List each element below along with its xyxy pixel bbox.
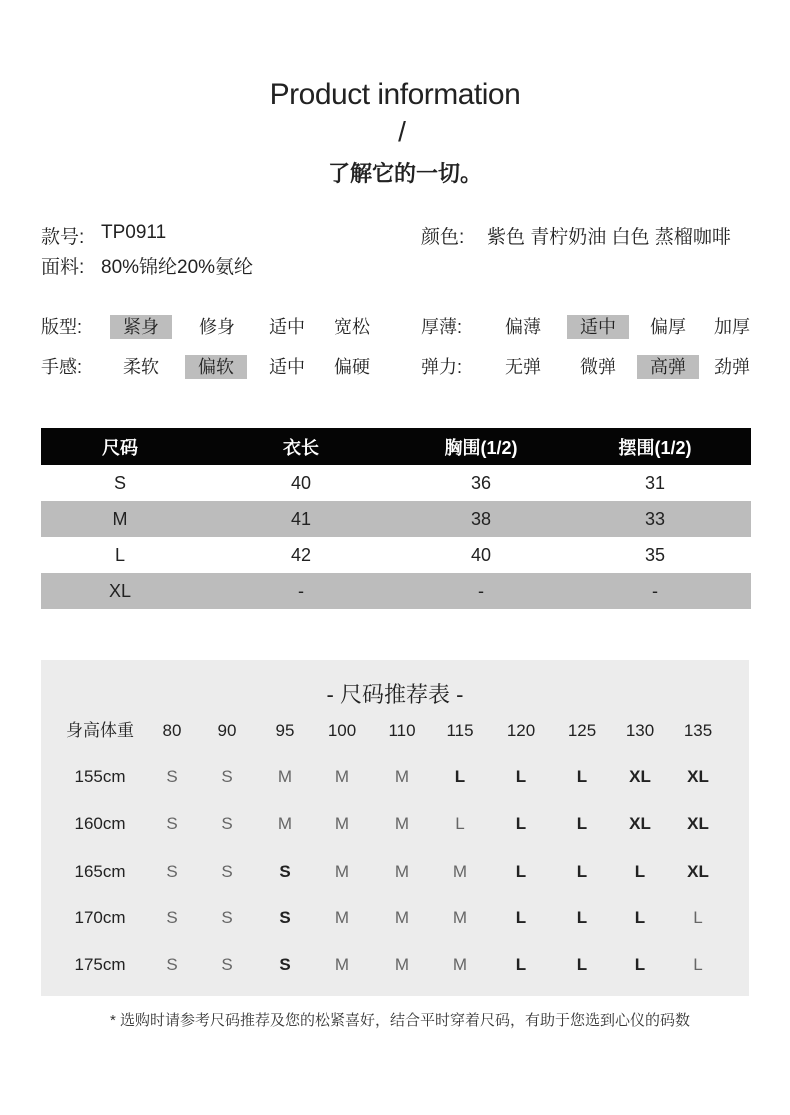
- size-cell: M: [334, 908, 350, 927]
- fit-option: 适中: [269, 317, 305, 337]
- table-cell: XL: [41, 573, 199, 609]
- size-cell: M: [452, 908, 468, 927]
- weight-header: 115: [446, 721, 474, 740]
- size-cell: L: [454, 767, 466, 786]
- style-number-label: 款号:: [41, 227, 85, 248]
- height-label: 155cm: [74, 767, 126, 786]
- size-cell: S: [221, 814, 233, 833]
- title-divider: /: [398, 116, 406, 147]
- size-cell: L: [634, 908, 646, 927]
- table-cell: 40: [470, 544, 492, 565]
- size-cell: L: [576, 814, 588, 833]
- page-subtitle: 了解它的一切。: [327, 161, 482, 186]
- table-row: [41, 465, 751, 501]
- table-cell: 35: [644, 544, 666, 565]
- thickness-option: 偏厚: [650, 317, 686, 337]
- color-value: 紫色 青柠奶油 白色 蒸榴咖啡: [487, 227, 731, 248]
- size-cell: L: [515, 767, 527, 786]
- size-cell: L: [515, 862, 527, 881]
- size-cell: M: [334, 862, 350, 881]
- size-cell: S: [279, 862, 291, 881]
- table-cell: 42: [290, 544, 312, 565]
- size-cell: XL: [687, 814, 709, 833]
- size-cell: M: [394, 767, 410, 786]
- fabric-label: 面料:: [41, 257, 85, 278]
- size-cell: L: [515, 908, 527, 927]
- table-cell: 38: [403, 501, 559, 537]
- table-cell: S: [113, 472, 126, 493]
- size-cell: L: [576, 955, 588, 974]
- column-header: 尺码: [41, 428, 199, 465]
- size-cell: M: [452, 862, 468, 881]
- size-cell: S: [166, 862, 178, 881]
- height-label: 175cm: [74, 955, 126, 974]
- table-cell: 40: [290, 472, 312, 493]
- size-cell: XL: [687, 862, 709, 881]
- weight-header: 135: [683, 721, 713, 740]
- size-cell: L: [576, 908, 588, 927]
- weight-header: 100: [327, 721, 357, 740]
- table-cell: -: [199, 573, 403, 609]
- stretch-option: 高弹: [637, 355, 699, 379]
- size-table-header: [41, 428, 751, 465]
- column-header: 衣长: [199, 428, 403, 465]
- size-cell: S: [221, 862, 233, 881]
- size-cell: L: [576, 862, 588, 881]
- size-cell: S: [221, 767, 233, 786]
- size-cell: M: [277, 814, 293, 833]
- weight-header: 80: [162, 721, 182, 740]
- weight-header: 90: [217, 721, 237, 740]
- size-cell: L: [693, 908, 703, 927]
- thickness-label: 厚薄:: [421, 317, 463, 337]
- size-cell: L: [576, 767, 588, 786]
- thickness-option: 偏薄: [505, 317, 541, 337]
- stretch-option: 劲弹: [714, 357, 750, 377]
- fit-label: 版型:: [41, 317, 83, 337]
- weight-header: 110: [388, 721, 416, 740]
- weight-header: 120: [506, 721, 536, 740]
- weight-header: 95: [275, 721, 295, 740]
- recommendation-title: - 尺码推荐表 -: [326, 682, 464, 707]
- size-table: [41, 428, 751, 609]
- thickness-option: 加厚: [714, 317, 750, 337]
- table-cell: 33: [559, 501, 751, 537]
- size-cell: L: [693, 955, 703, 974]
- size-cell: S: [279, 908, 291, 927]
- footnote: * 选购时请参考尺码推荐及您的松紧喜好，结合平时穿着尺码，有助于您选到心仪的码数: [109, 1012, 690, 1029]
- table-row: [41, 501, 751, 537]
- size-cell: XL: [629, 767, 651, 786]
- size-cell: XL: [687, 767, 709, 786]
- size-cell: S: [166, 955, 178, 974]
- feel-label: 手感:: [41, 357, 83, 377]
- size-cell: S: [166, 767, 178, 786]
- fit-option: 紧身: [110, 315, 172, 339]
- weight-header: 125: [567, 721, 597, 740]
- size-cell: L: [515, 814, 527, 833]
- size-cell: S: [221, 955, 233, 974]
- height-weight-label: 身高体重: [66, 721, 134, 740]
- size-cell: M: [394, 908, 410, 927]
- table-cell: 36: [470, 472, 492, 493]
- fit-option: 修身: [199, 317, 235, 337]
- size-cell: XL: [629, 814, 651, 833]
- size-cell: M: [394, 862, 410, 881]
- column-header: 摆围(1/2): [559, 428, 751, 465]
- size-cell: M: [394, 814, 410, 833]
- feel-option: 偏硬: [334, 357, 370, 377]
- table-row: [41, 537, 751, 573]
- height-label: 170cm: [74, 908, 126, 927]
- stretch-option: 微弹: [580, 357, 616, 377]
- stretch-option: 无弹: [505, 357, 541, 377]
- size-cell: S: [279, 955, 291, 974]
- table-cell: 41: [199, 501, 403, 537]
- table-cell: M: [41, 501, 199, 537]
- color-label: 颜色:: [421, 227, 465, 248]
- size-cell: S: [166, 814, 178, 833]
- size-cell: S: [221, 908, 233, 927]
- size-cell: L: [515, 955, 527, 974]
- size-cell: M: [334, 814, 350, 833]
- page-title: Product information: [269, 78, 521, 111]
- size-cell: M: [277, 767, 293, 786]
- size-cell: L: [634, 955, 646, 974]
- size-cell: M: [334, 955, 350, 974]
- feel-option: 适中: [269, 357, 305, 377]
- table-cell: L: [114, 544, 125, 565]
- column-header: 胸围(1/2): [403, 428, 559, 465]
- table-cell: -: [403, 573, 559, 609]
- height-label: 160cm: [74, 814, 126, 833]
- feel-option: 柔软: [123, 357, 159, 377]
- size-cell: M: [394, 955, 410, 974]
- style-number-value: TP0911: [101, 222, 167, 243]
- weight-header: 130: [625, 721, 655, 740]
- size-cell: L: [455, 814, 465, 833]
- table-cell: 31: [644, 472, 666, 493]
- size-cell: M: [334, 767, 350, 786]
- size-cell: M: [452, 955, 468, 974]
- table-row: [41, 573, 751, 609]
- fit-option: 宽松: [334, 317, 370, 337]
- fabric-value: 80%锦纶20%氨纶: [101, 257, 254, 278]
- feel-option: 偏软: [185, 355, 247, 379]
- height-label: 165cm: [74, 862, 126, 881]
- thickness-option: 适中: [567, 315, 629, 339]
- stretch-label: 弹力:: [421, 357, 463, 377]
- size-cell: L: [634, 862, 646, 881]
- size-cell: S: [166, 908, 178, 927]
- table-cell: -: [559, 573, 751, 609]
